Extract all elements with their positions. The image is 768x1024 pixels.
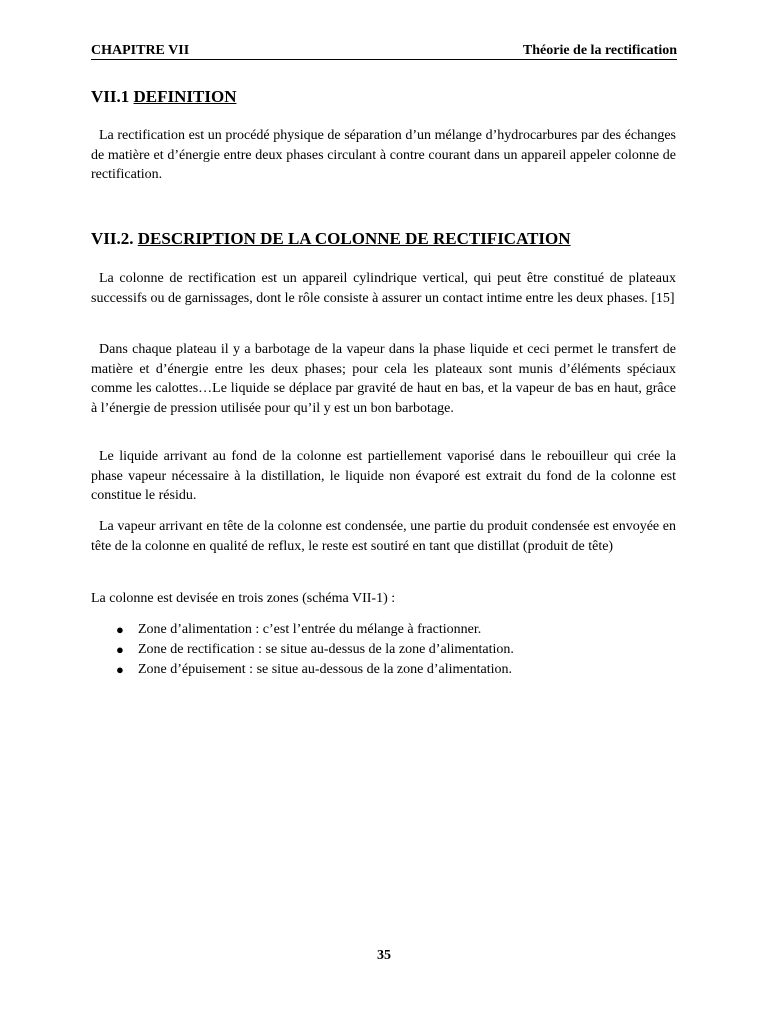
section-heading-definition [91, 87, 236, 107]
definition-paragraph: La rectification est un procédé physique de séparation d’un mélange d’hydrocarbures par des échanges de matière et d’énergie entre deux phases circulant à contre courant dans un appareil appeler colonne de rectification. [91, 128, 676, 183]
list-item [91, 620, 676, 640]
zone-text: Zone d’épuisement : se situe au-dessous de la zone d’alimentation. [138, 662, 513, 677]
section-title: DEFINITION [133, 87, 237, 106]
bullet-icon: ● [116, 662, 124, 677]
section-title: DESCRIPTION DE LA COLONNE DE RECTIFICATION [137, 229, 571, 248]
zone-text: Zone d’alimentation : c’est l’entrée du mélange à fractionner. [138, 622, 482, 637]
description-paragraph: Dans chaque plateau il y a barbotage de la vapeur dans la phase liquide et ceci permet le transfert de matière et d’énergie entre les deux phases; pour cela les plateaux sont munis d’éléments spéciaux comme les calottes…Le liquide se déplace par gravité de haut en bas, et la vapeur de bas en haut, grâce à l’énergie de pression utilisée pour qu’il y est un bon barbotage. [91, 342, 676, 416]
list-item [91, 640, 676, 660]
section-number: VII.2. [91, 229, 138, 248]
section-heading-description [91, 229, 571, 249]
chapter-label: CHAPITRE VII [91, 43, 190, 58]
description-paragraph: La vapeur arrivant en tête de la colonne est condensée, une partie du produit condensée est envoyée en tête de la colonne en qualité de reflux, le reste est soutiré en tant que distillat (produit de tête) [91, 519, 676, 554]
list-item [91, 660, 676, 680]
zones-list [91, 620, 676, 680]
section-number: VII.1 [91, 87, 134, 106]
page-number: 35 [377, 948, 391, 963]
bullet-icon: ● [116, 642, 124, 657]
description-paragraph: La colonne de rectification est un appareil cylindrique vertical, qui peut être constitué de plateaux successifs ou de garnissages, dont le rôle consiste à assurer un contact intime entre les deux phases. [15] [91, 271, 676, 306]
chapter-title: Théorie de la rectification [522, 43, 677, 58]
description-paragraph: Le liquide arrivant au fond de la colonne est partiellement vaporisé dans le rebouilleur qui crée la phase vapeur nécessaire à la distillation, le liquide non évaporé est extrait du fond de la colonne est constitue le résidu. [91, 449, 676, 504]
page-header [91, 42, 677, 60]
zones-intro: La colonne est devisée en trois zones (schéma VII-1) : [91, 591, 396, 606]
bullet-icon: ● [116, 622, 124, 637]
zone-text: Zone de rectification : se situe au-dessus de la zone d’alimentation. [138, 642, 514, 657]
